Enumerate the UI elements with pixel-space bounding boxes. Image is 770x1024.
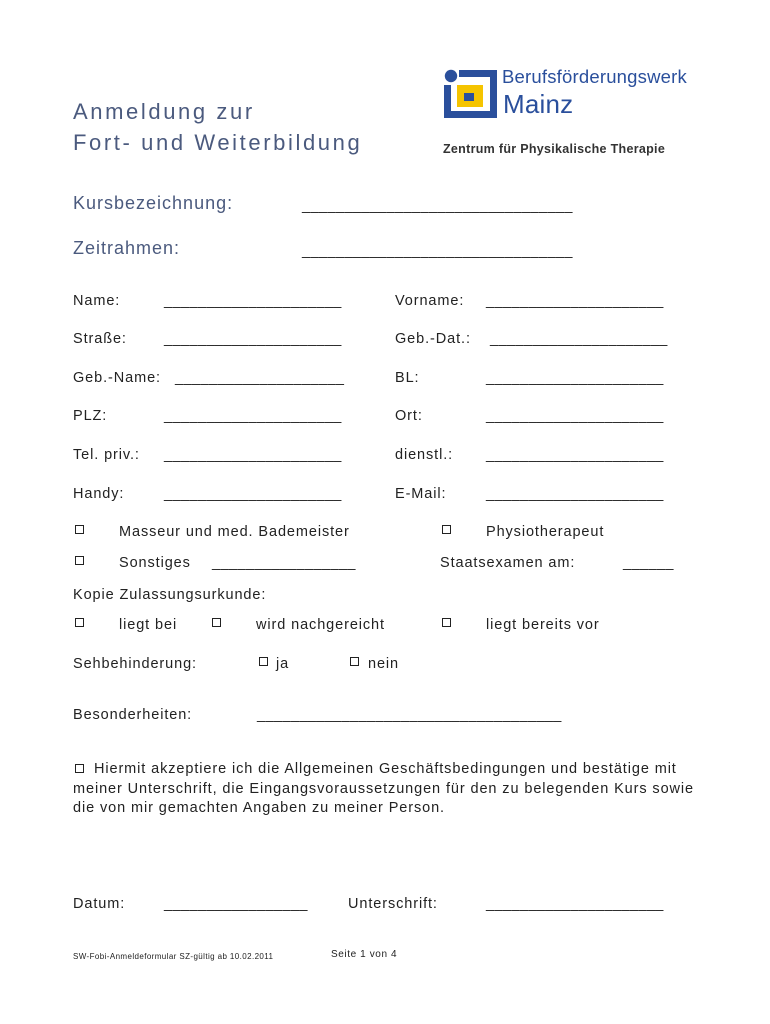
plz-label: PLZ: <box>73 408 108 424</box>
vorname-field[interactable]: _____________________ <box>486 293 664 309</box>
handy-field[interactable]: _____________________ <box>164 486 342 502</box>
agb-text: Hiermit akzeptiere ich die Allgemeinen Geschäftsbedingungen und bestätige mit meiner Unterschrift, die Eingangsvoraussetzungen für den zu belegenden Kurs sowie die von mir gemachten Angaben zu meiner Person. <box>73 761 694 816</box>
ja-label: ja <box>276 656 290 672</box>
sonstiges-field[interactable]: _________________ <box>212 555 356 571</box>
telpriv-label: Tel. priv.: <box>73 447 140 463</box>
gebdat-field[interactable]: _____________________ <box>490 331 668 347</box>
dienstl-label: dienstl.: <box>395 447 454 463</box>
zeitrahmen-field[interactable]: ________________________________ <box>302 243 573 259</box>
plz-field[interactable]: _____________________ <box>164 408 342 424</box>
physio-checkbox[interactable] <box>442 525 451 534</box>
ort-label: Ort: <box>395 408 423 424</box>
unterschrift-label: Unterschrift: <box>348 896 438 912</box>
masseur-label: Masseur und med. Bademeister <box>119 524 350 540</box>
sonstiges-label: Sonstiges <box>119 555 191 571</box>
besonderheiten-label: Besonderheiten: <box>73 707 193 723</box>
sonstiges-checkbox[interactable] <box>75 556 84 565</box>
liegt-bei-checkbox[interactable] <box>75 618 84 627</box>
unterschrift-field[interactable]: _____________________ <box>486 896 664 912</box>
kursbezeichnung-label: Kursbezeichnung: <box>73 193 234 213</box>
staatsexamen-field[interactable]: ______ <box>623 555 674 571</box>
zulassung-heading: Kopie Zulassungsurkunde: <box>73 587 267 603</box>
besonderheiten-field[interactable]: ____________________________________ <box>257 707 562 723</box>
logo-city: Mainz <box>503 89 574 119</box>
physio-label: Physiotherapeut <box>486 524 605 540</box>
datum-label: Datum: <box>73 896 126 912</box>
logo-name: Berufsförderungswerk <box>502 66 687 87</box>
name-label: Name: <box>73 293 121 309</box>
handy-label: Handy: <box>73 486 125 502</box>
bfw-logo-icon <box>443 69 499 119</box>
sehbehinderung-label: Sehbehinderung: <box>73 656 197 672</box>
dienstl-field[interactable]: _____________________ <box>486 447 664 463</box>
kursbezeichnung-field[interactable]: ________________________________ <box>302 198 573 214</box>
gebdat-label: Geb.-Dat.: <box>395 331 471 347</box>
bereits-vor-checkbox[interactable] <box>442 618 451 627</box>
email-label: E-Mail: <box>395 486 447 502</box>
nein-label: nein <box>368 656 400 672</box>
zeitrahmen-label: Zeitrahmen: <box>73 238 181 258</box>
datum-field[interactable]: _________________ <box>164 896 308 912</box>
telpriv-field[interactable]: _____________________ <box>164 447 342 463</box>
staatsexamen-label: Staatsexamen am: <box>440 555 576 571</box>
gebname-field[interactable]: ____________________ <box>175 370 345 386</box>
nein-checkbox[interactable] <box>350 657 359 666</box>
page-title-line1: Anmeldung zur <box>73 99 255 124</box>
nachgereicht-label: wird nachgereicht <box>256 617 385 633</box>
masseur-checkbox[interactable] <box>75 525 84 534</box>
bereits-vor-label: liegt bereits vor <box>486 617 600 633</box>
liegt-bei-label: liegt bei <box>119 617 178 633</box>
ja-checkbox[interactable] <box>259 657 268 666</box>
strasse-label: Straße: <box>73 331 127 347</box>
gebname-label: Geb.-Name: <box>73 370 161 386</box>
nachgereicht-checkbox[interactable] <box>212 618 221 627</box>
bl-label: BL: <box>395 370 420 386</box>
email-field[interactable]: _____________________ <box>486 486 664 502</box>
name-field[interactable]: _____________________ <box>164 293 342 309</box>
strasse-field[interactable]: _____________________ <box>164 331 342 347</box>
bl-field[interactable]: _____________________ <box>486 370 664 386</box>
logo-subtitle: Zentrum für Physikalische Therapie <box>443 142 666 156</box>
footer-page-number: Seite 1 von 4 <box>331 949 398 960</box>
vorname-label: Vorname: <box>395 293 465 309</box>
footer-form-id: SW-Fobi-Anmeldeformular SZ-gültig ab 10.02.2011 <box>73 952 274 961</box>
ort-field[interactable]: _____________________ <box>486 408 664 424</box>
page-title-line2: Fort- und Weiterbildung <box>73 130 363 155</box>
